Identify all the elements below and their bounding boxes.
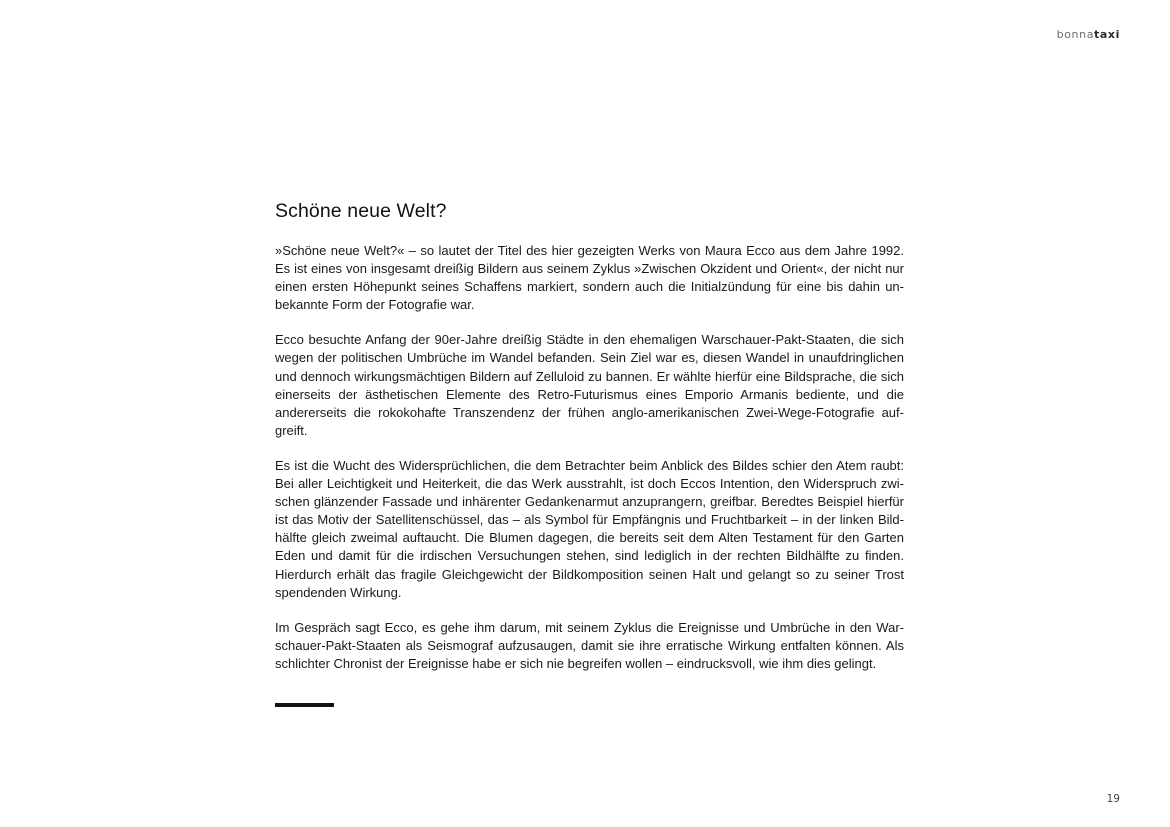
brand-logo-light: bonna: [1056, 28, 1095, 41]
brand-logo: [1057, 28, 1120, 41]
article-paragraph: Ecco besuchte Anfang der 90er-Jahre dreißig Städte in den ehemaligen Warschauer-Pakt-Staaten, die sich wegen der politischen Umbrüche im Wandel befanden. Sein Ziel war es, diesen Wandel in unaufdringlichen und dennoch wirkungsmächtigen Bildern auf Zelluloid zu bannen. Er wählte hierfür eine Bildsprache, die sich einerseits der ästhetischen Elemente des Retro-Futurismus eines Emporio Armanis bediente, und die andererseits die rokokohafte Transzendenz der frühen anglo-amerikanischen Zwei-Wege-Fotografie aufgreift.: [275, 332, 904, 438]
page-number: 19: [1106, 793, 1120, 805]
article-paragraph: »Schöne neue Welt?« – so lautet der Titel des hier gezeigten Werks von Maura Ecco aus dem Jahre 1992. Es ist eines von insgesamt dreißig Bildern aus seinem Zyklus »Zwischen Okzident und Orient«, der nicht nur einen ersten Höhepunkt seines Schaffens markiert, sondern auch die Initialzündung für eine bis dahin unbekannte Form der Fotografie war.: [275, 243, 904, 313]
article-title: Schöne neue Welt?: [275, 200, 447, 222]
article-paragraph: Es ist die Wucht des Widersprüchlichen, die dem Betrachter beim Anblick des Bildes schier den Atem raubt: Bei aller Leichtigkeit und Heiterkeit, die das Werk ausstrahlt, ist doch Eccos Intention, den Widerspruch zwischen glänzender Fassade und inhärenter Gedankenarmut anzuprangern, greifbar. Beredtes Beispiel hierfür ist das Motiv der Satellitenschüssel, das – als Symbol für Empfängnis und Fruchtbarkeit – in der linken Bildhälfte gleich zweimal auftaucht. Die Blumen dagegen, die bereits seit dem Alten Testament für den Garten Eden und damit für die irdischen Versuchungen stehen, sind lediglich in der rechten Bildhälfte zu finden. Hierdurch erhält das fragile Gleichgewicht der Bildkomposition seinen Halt und gelangt so zu seiner Trost spendenden Wirkung.: [275, 457, 904, 600]
end-rule-divider: [275, 703, 334, 707]
article-paragraph: Im Gespräch sagt Ecco, es gehe ihm darum, mit seinem Zyklus die Ereignisse und Umbrüche in den Warschauer-Pakt-Staaten als Seismograf aufzusaugen, damit sie ihre erratische Wirkung entfalten können. Als schlichter Chronist der Ereignisse habe er sich nie begreifen wollen – eindrucksvoll, wie ihm dies gelingt.: [275, 619, 904, 671]
brand-logo-bold: taxi: [1094, 28, 1120, 41]
article: [275, 200, 904, 690]
